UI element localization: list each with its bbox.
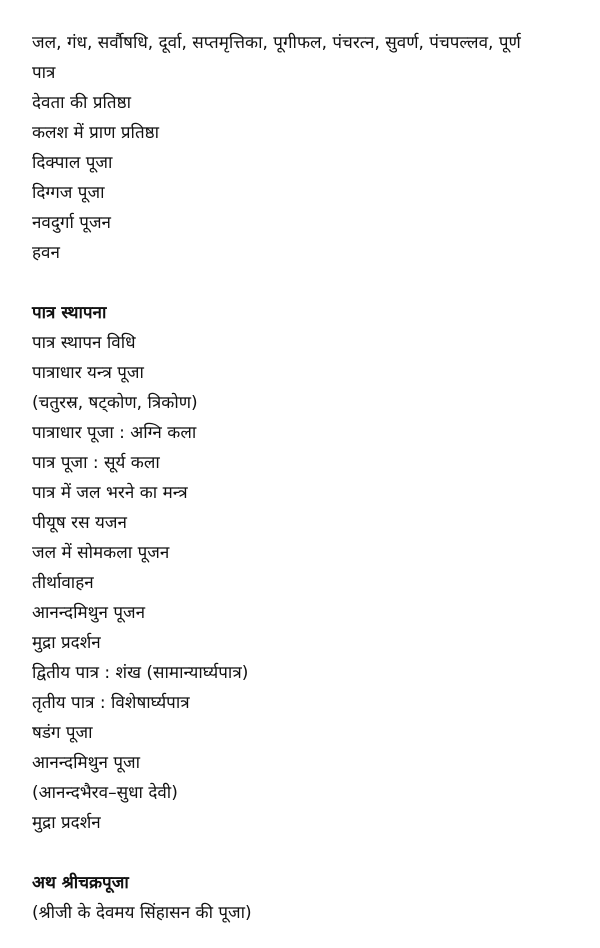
list-item: कलश में प्राण प्रतिष्ठा bbox=[32, 123, 160, 143]
section-gap bbox=[32, 838, 590, 868]
list-item: तीर्थावाहन bbox=[32, 573, 94, 593]
list-item: नवदुर्गा पूजन bbox=[32, 213, 111, 233]
section-heading: पात्र स्थापना bbox=[32, 303, 107, 323]
list-item: पात्र पूजा : सूर्य कला bbox=[32, 453, 160, 473]
item-list-line-continued: पात्र bbox=[32, 63, 56, 83]
list-item: द्वितीय पात्र : शंख (सामान्यार्घ्यपात्र) bbox=[32, 663, 249, 683]
list-item: (श्रीजी के देवमय सिंहासन की पूजा) bbox=[32, 903, 252, 923]
list-item: पात्राधार यन्त्र पूजा bbox=[32, 363, 144, 383]
list-item: आनन्दमिथुन पूजा bbox=[32, 753, 141, 773]
list-item: पीयूष रस यजन bbox=[32, 513, 127, 533]
list-item: दिक्पाल पूजा bbox=[32, 153, 113, 173]
list-item: हवन bbox=[32, 243, 60, 263]
section-gap bbox=[32, 268, 590, 298]
list-item: आनन्दमिथुन पूजन bbox=[32, 603, 146, 623]
list-item: मुद्रा प्रदर्शन bbox=[32, 813, 101, 833]
section-heading: अथ श्रीचक्रपूजा bbox=[32, 873, 129, 893]
list-item: षडंग पूजा bbox=[32, 723, 93, 743]
list-item: तृतीय पात्र : विशेषार्घ्यपात्र bbox=[32, 693, 190, 713]
list-item: दिग्गज पूजा bbox=[32, 183, 105, 203]
list-item: देवता की प्रतिष्ठा bbox=[32, 93, 132, 113]
item-list-line: जल, गंध, सर्वौषधि, दूर्वा, सप्तमृत्तिका, पूगीफल, पंचरत्न, सुवर्ण, पंचपल्लव, पूर्ण bbox=[32, 33, 521, 53]
document-page bbox=[32, 28, 590, 928]
list-item: पात्र में जल भरने का मन्त्र bbox=[32, 483, 188, 503]
list-item: जल में सोमकला पूजन bbox=[32, 543, 170, 563]
list-item: पात्र स्थापन विधि bbox=[32, 333, 136, 353]
list-item: (चतुरस्र, षट्कोण, त्रिकोण) bbox=[32, 393, 198, 413]
list-item: पात्राधार पूजा : अग्नि कला bbox=[32, 423, 197, 443]
list-item: (आनन्दभैरव–सुधा देवी) bbox=[32, 783, 178, 803]
list-item: मुद्रा प्रदर्शन bbox=[32, 633, 101, 653]
